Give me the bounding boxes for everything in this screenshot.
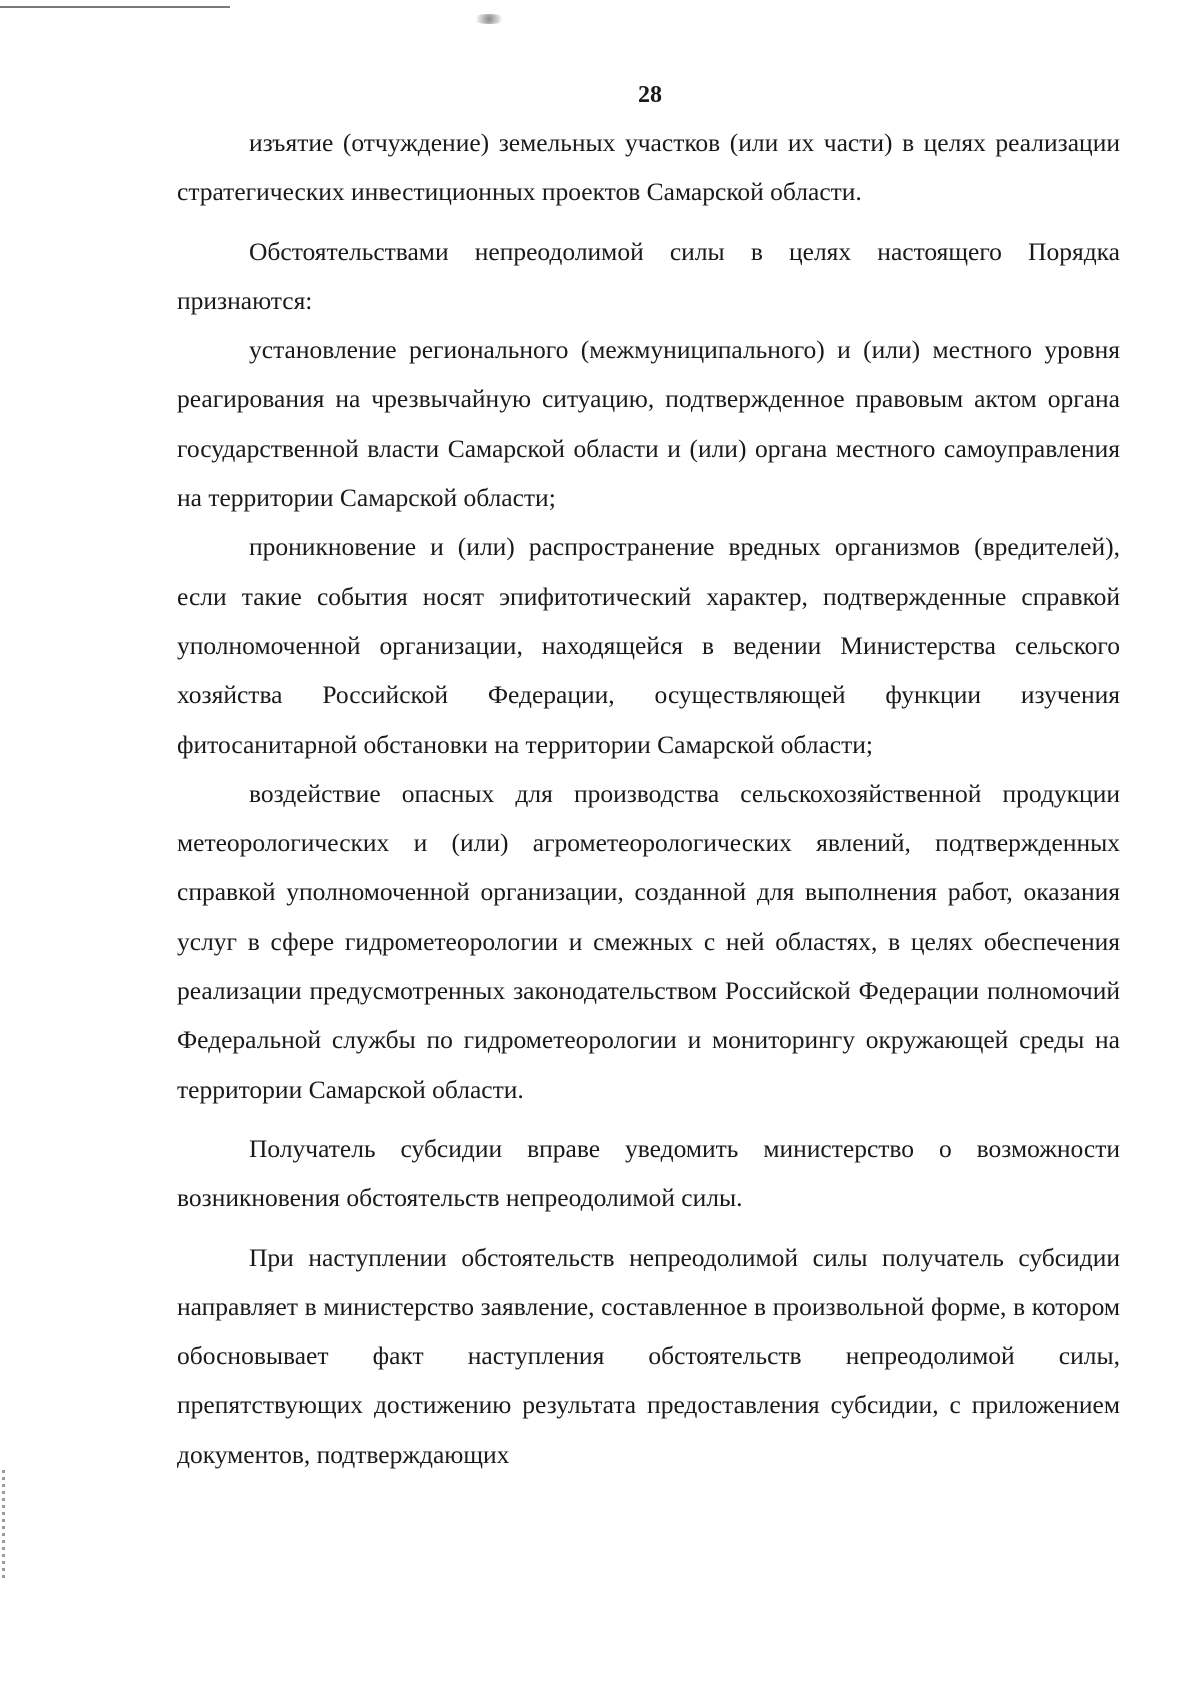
paragraph-force-majeure-intro: Обстоятельствами непреодолимой силы в целях настоящего Порядка признаются: <box>177 236 1120 315</box>
paragraph-land-seizure: изъятие (отчуждение) земельных участков (или их части) в целях реализации стратегических инвестиционных проектов Самарской области. <box>177 128 1120 207</box>
paragraph-weather-phenomena: воздействие опасных для производства сельскохозяйственной продукции метеорологических и (или) агрометеорологических явлений, подтвержденных справкой уполномоченной организации, созданной для выполнения работ, оказания услуг в сфере гидрометеорологии и смежных с ней областях, в целях обеспечения реализации предусмотренных законодательством Российской Федерации полномочий Федеральной службы по гидрометеорологии и мониторингу окружающей среды на территории Самарской области. <box>177 778 1120 1104</box>
paragraph-emergency-level: установление регионального (межмуниципального) и (или) местного уровня реагирования на чрезвычайную ситуацию, подтвержденное правовым актом органа государственной власти Самарской области и (или) органа местного самоуправления на территории Самарской области; <box>177 335 1120 513</box>
paragraph-application: При наступлении обстоятельств непреодолимой силы получатель субсидии направляет в министерство заявление, составленное в произвольной форме, в котором обосновывает факт наступления обстоятельств непреодолимой силы, препятствующих достижению результата предоставления субсидии, с приложением документов, подтверждающих <box>177 1242 1120 1469</box>
paragraph-pests: проникновение и (или) распространение вредных организмов (вредителей), если такие события носят эпифитотический характер, подтвержденные справкой уполномоченной организации, находящейся в ведении Министерства сельского хозяйства Российской Федерации, осуществляющей функции изучения фитосанитарной обстановки на территории Самарской области; <box>177 532 1120 759</box>
scan-artifact-smudge <box>472 14 506 24</box>
paragraph-notification-right: Получатель субсидии вправе уведомить министерство о возможности возникновения обстоятельств непреодолимой силы. <box>177 1133 1120 1213</box>
page-number: 28 <box>638 82 662 108</box>
scan-artifact-line <box>0 6 230 8</box>
document-body <box>177 118 1120 1479</box>
scan-artifact-edge <box>2 1470 5 1580</box>
